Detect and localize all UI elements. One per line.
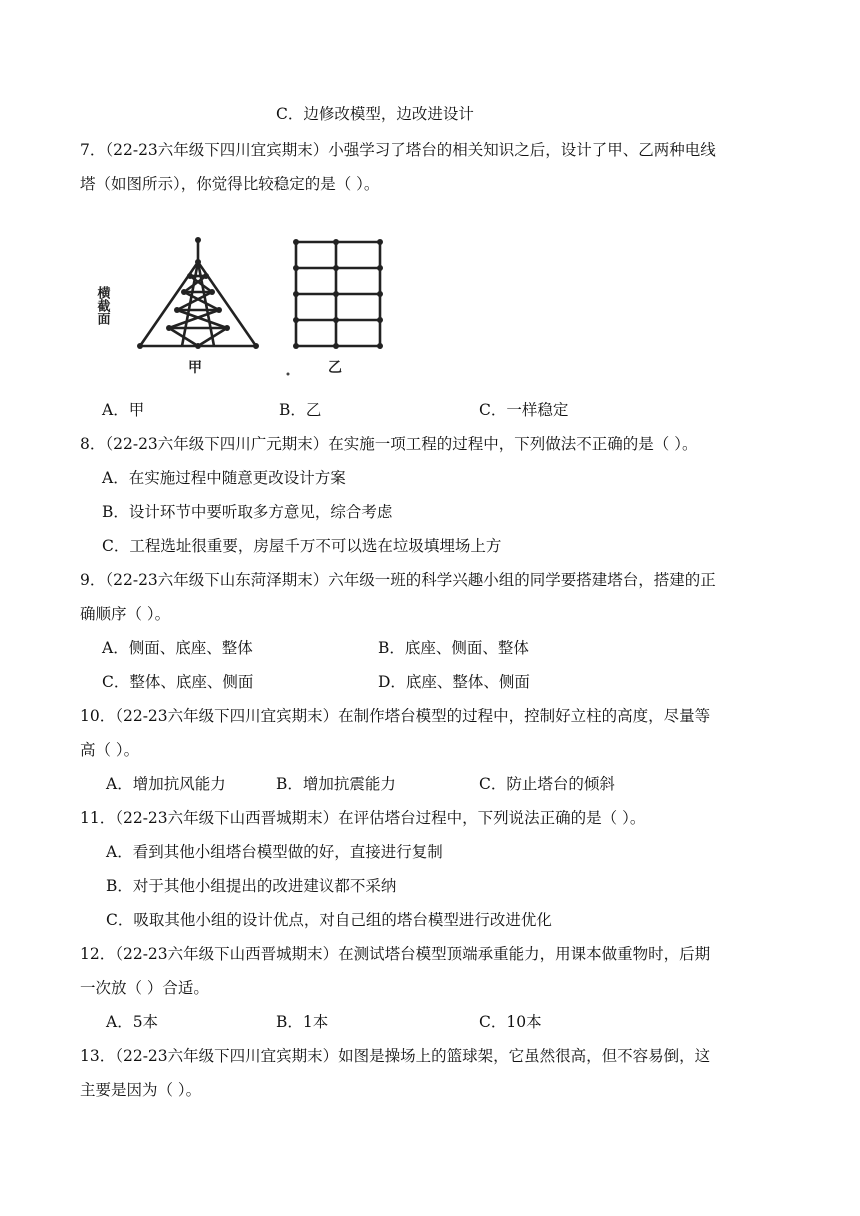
q9-option-a[interactable]: A．侧面、底座、整体 bbox=[102, 639, 253, 657]
q11-stem-line1: 11．（22-23六年级下山西晋城期末）在评估塔台过程中，下列说法正确的是（ ）。 bbox=[80, 809, 646, 827]
q7-option-a[interactable]: A．甲 bbox=[102, 401, 145, 419]
q7-figure bbox=[84, 232, 404, 382]
q10-stem-line1: 10．（22-23六年级下四川宜宾期末）在制作塔台模型的过程中，控制好立柱的高度，尽量等 bbox=[80, 707, 711, 725]
q9-stem-line2: 确顺序（ ）。 bbox=[80, 605, 171, 623]
q9-option-b[interactable]: B．底座、侧面、整体 bbox=[378, 639, 529, 657]
tower-b-label: 乙 bbox=[328, 360, 342, 376]
q10-stem-line2: 高（ ）。 bbox=[80, 741, 140, 759]
q12-option-a[interactable]: A．5本 bbox=[106, 1013, 159, 1031]
q12-option-b[interactable]: B．1本 bbox=[276, 1013, 329, 1031]
q7-stem-line1: 7．（22-23六年级下四川宜宾期末）小强学习了塔台的相关知识之后，设计了甲、乙两种电线 bbox=[80, 141, 716, 159]
q9-stem-line1: 9．（22-23六年级下山东菏泽期末）六年级一班的科学兴趣小组的同学要搭建塔台，搭建的正 bbox=[80, 571, 716, 589]
q11-option-a[interactable]: A．看到其他小组塔台模型做的好，直接进行复制 bbox=[106, 843, 443, 861]
q8-option-c[interactable]: C．工程选址很重要，房屋千万不可以选在垃圾填埋场上方 bbox=[102, 537, 502, 555]
q10-option-a[interactable]: A．增加抗风能力 bbox=[106, 775, 226, 793]
tower-a-diagram bbox=[140, 240, 256, 346]
q10-option-b[interactable]: B．增加抗震能力 bbox=[276, 775, 396, 793]
q9-option-d[interactable]: D．底座、整体、侧面 bbox=[378, 673, 530, 691]
q8-option-b[interactable]: B．设计环节中要听取多方意见，综合考虑 bbox=[102, 503, 393, 521]
q6-option-c: C．边修改模型，边改进设计 bbox=[276, 105, 474, 123]
q12-stem-line2: 一次放（ ）合适。 bbox=[80, 979, 209, 997]
q13-stem-line2: 主要是因为（ ）。 bbox=[80, 1081, 202, 1099]
q8-option-a[interactable]: A．在实施过程中随意更改设计方案 bbox=[102, 469, 346, 487]
svg-text:横截面: 横截面 bbox=[94, 286, 110, 325]
q11-option-c[interactable]: C．吸取其他小组的设计优点，对自己组的塔台模型进行改进优化 bbox=[106, 911, 552, 929]
tower-a-label: 甲 bbox=[188, 360, 202, 376]
q7-stem-line2: 塔（如图所示），你觉得比较稳定的是（ ）。 bbox=[80, 175, 380, 193]
q12-option-c[interactable]: C．10本 bbox=[479, 1013, 542, 1031]
q7-option-b[interactable]: B．乙 bbox=[279, 401, 322, 419]
q13-stem-line1: 13．（22-23六年级下四川宜宾期末）如图是操场上的篮球架，它虽然很高，但不容易倒，这 bbox=[80, 1047, 711, 1065]
q12-stem-line1: 12．（22-23六年级下山西晋城期末）在测试塔台模型顶端承重能力，用课本做重物时，后期 bbox=[80, 945, 711, 963]
q7-side-label bbox=[95, 285, 112, 326]
q11-option-b[interactable]: B．对于其他小组提出的改进建议都不采纳 bbox=[106, 877, 397, 895]
q9-option-c[interactable]: C．整体、底座、侧面 bbox=[102, 673, 254, 691]
q8-stem-line1: 8．（22-23六年级下四川广元期末）在实施一项工程的过程中，下列做法不正确的是（ ）。 bbox=[80, 435, 698, 453]
q10-option-c[interactable]: C．防止塔台的倾斜 bbox=[479, 775, 615, 793]
q7-option-c[interactable]: C．一样稳定 bbox=[479, 401, 569, 419]
